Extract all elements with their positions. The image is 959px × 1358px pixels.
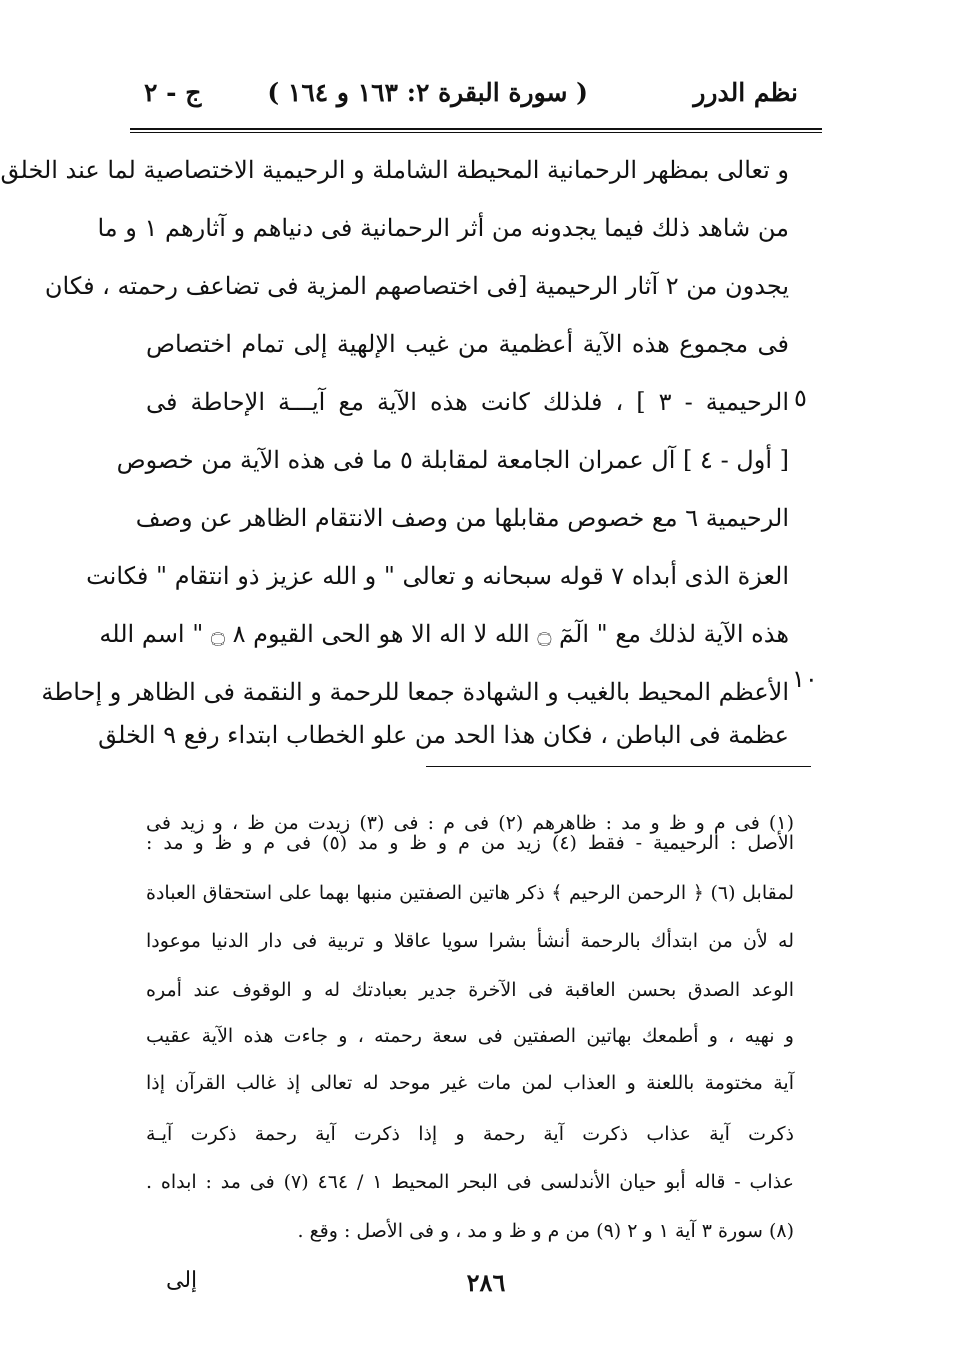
line-number-5: ٥ [794, 384, 807, 412]
text-line: [ أول - ٤ ] آل عمران الجامعة لمقابلة ٥ ما فى هذه الآية من خصوص [116, 446, 789, 474]
footnote-line: ذكرت آية عذاب ذكرت آية رحمة و إذا ذكرت آية رحمة ذكرت آيـة [146, 1123, 794, 1145]
text-line: يجدون من ٢ آثار الرحيمية [فى اختصاصهم المزية فى تضاعف رحمته ، فكان [44, 272, 789, 300]
text-line: من شاهد ذلك فيما يجدونه من أثر الرحمانية فى دنياهم و آثارهم ١ و ما [97, 214, 789, 242]
footnote-line: الأصل : الرحيمية - فقط (٤) زيد من م و ظ و مد (٥) فى م و ظ و مد : [146, 832, 794, 854]
text-line: و تعالى بمظهر الرحمانية المحيطة الشاملة و الرحيمية الاختصاصية لما عند الخلق [0, 156, 789, 184]
footnote-line: و نهيه ، و أطمعك بهاتين الصفتين فى سعة رحمته ، و جاءت هذه الآية عقيب [146, 1025, 794, 1047]
header-rule-thin [130, 132, 822, 133]
book-title: نظم الدرر [693, 78, 798, 107]
line-number-10: ١٠ [792, 665, 818, 693]
text-line: الأعظم المحيط بالغيب و الشهادة جمعا للرحمة و النقمة فى الظاهر و إحاطة [41, 678, 789, 706]
text-line: فى مجموع هذه الآية أعظمية من غيب الإلهية إلى تمام اختصاص [146, 330, 789, 358]
header-rule [130, 128, 822, 130]
footnote-line: عذاب - قاله أبو حيان الأندلسى فى البحر المحيط ١ / ٤٦٤ (٧) فى مد : ابداه . [146, 1171, 795, 1193]
footnote-separator [426, 766, 811, 767]
footnote-line: لمقابل (٦) ﴿ الرحمن الرحيم ﴾ ذكر هاتين الصفتين منبها بهما على استحقاق العبادة [146, 882, 794, 904]
text-line: الرحيمية - ٣ ] ، فلذلك كانت هذه الآية مع آيـــة الإحاطة فى [146, 388, 789, 416]
text-line: عظمة فى الباطن ، فكان هذا الحد من علو الخطاب ابتداء رفع ٩ الخلق [98, 721, 789, 749]
footnote-line: (١) فى م و ظ و مد : ظاهرهم (٢) فى م : فى (٣) زيدت من ظ ، و زيد فى [146, 812, 794, 834]
text-line: هذه الآية لذلك مع " الٓمٓ ۝ الله لا اله الا هو الحى القيوم ٨ ۝ " اسم الله [99, 620, 789, 648]
text-line: العزة الذى أبداه ٧ قوله سبحانه و تعالى " و الله عزيز ذو انتقام " فكانت [86, 562, 789, 590]
footnote-line: الوعد الصدق بحسن العاقبة فى الآخرة جدير بعبادتك له و الوقوف عند أمره [146, 979, 794, 1001]
footnote-line: له لأن من ابتدأك بالرحمة أنشأ بشرا سويا عاقلا و تربية فى دار الدنيا موعودا [146, 930, 794, 952]
running-header [138, 78, 798, 124]
text-line: الرحيمية ٦ مع خصوص مقابلها من وصف الانتقام الظاهر عن وصف [135, 504, 789, 532]
volume-number: ج - ٢ [144, 78, 202, 107]
footnote-line: (٨) سورة ٣ آية ١ و ٢ (٩) من م و ظ و مد ، و فى الأصل : وقع . [297, 1220, 794, 1242]
footnote-line: آية مختومة باللعنة و العذاب لمن مات غير موحد له تعالى إذ غالب القرآن إذا [146, 1072, 794, 1094]
surah-reference: ( سورة البقرة ٢: ١٦٣ و ١٦٤ ) [267, 78, 588, 107]
page-number: ٢٨٦ [466, 1268, 506, 1297]
catchword: إلى [166, 1268, 198, 1293]
